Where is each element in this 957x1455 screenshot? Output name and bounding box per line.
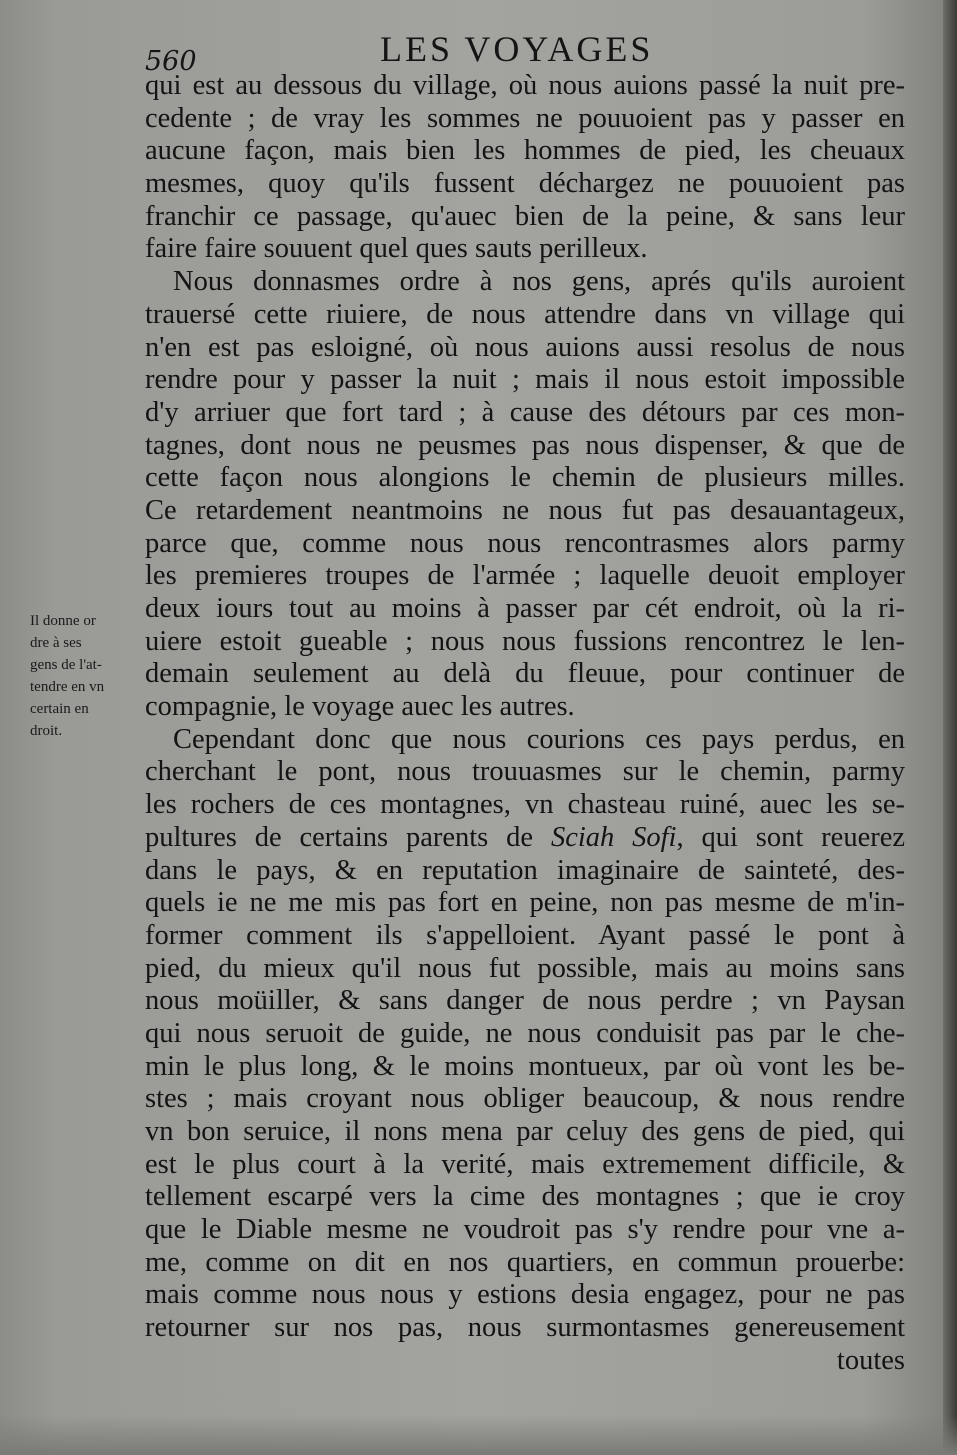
text-line: les rochers de ces montagnes, vn chasteau ruiné, auec les se- bbox=[145, 789, 905, 821]
body-text bbox=[145, 70, 905, 1378]
text-line: stes ; mais croyant nous obliger beaucoup, & nous rendre bbox=[145, 1083, 905, 1115]
text-line-start: pultures de certains parents de bbox=[145, 821, 551, 853]
text-line: tagnes, dont nous ne peusmes pas nous dispenser, & que de bbox=[145, 429, 905, 461]
text-line: tellement escarpé vers la cime des montagnes ; que ie croy bbox=[145, 1181, 905, 1213]
text-line: rendre pour y passer la nuit ; mais il nous estoit impossible bbox=[145, 364, 905, 396]
text-line-with-name bbox=[145, 822, 905, 855]
text-line: trauersé cette riuiere, de nous attendre dans vn village qui bbox=[145, 298, 905, 330]
text-line: cette façon nous alongions le chemin de plusieurs milles. bbox=[145, 462, 905, 494]
italic-proper-name: Sciah Sofi bbox=[550, 821, 677, 853]
text-line: former comment ils s'appelloient. Ayant passé le pont à bbox=[145, 919, 905, 951]
text-line: est le plus court à la verité, mais extremement difficile, & bbox=[145, 1148, 905, 1180]
text-line: aucune façon, mais bien les hommes de pied, les cheuaux bbox=[145, 135, 905, 167]
text-line: faire faire souuent quel ques sauts perilleux. bbox=[145, 233, 648, 265]
text-line: les premieres troupes de l'armée ; laquelle deuoit employer bbox=[145, 560, 905, 592]
page-number: 560 bbox=[145, 46, 197, 77]
margin-note bbox=[30, 610, 142, 742]
page-edge-shadow bbox=[943, 0, 957, 1455]
text-line: cedente ; de vray les sommes ne pouuoient pas y passer en bbox=[145, 102, 905, 134]
margin-note-line: Il donne or bbox=[30, 613, 96, 629]
text-line: me, comme on dit en nos quartiers, en commun prouerbe: bbox=[145, 1246, 905, 1278]
text-line: Cependant donc que nous courions ces pays perdus, en bbox=[173, 723, 905, 755]
text-line: mais comme nous nous y estions desia engagez, pour ne pas bbox=[145, 1279, 905, 1311]
text-line: Ce retardement neantmoins ne nous fut pas desauantageux, bbox=[145, 494, 905, 526]
text-line: compagnie, le voyage auec les autres. bbox=[145, 691, 575, 723]
margin-note-line: droit. bbox=[30, 723, 63, 739]
text-line: mesmes, quoy qu'ils fussent déchargez ne pouuoient pas bbox=[145, 168, 905, 200]
text-line: dans le pays, & en reputation imaginaire de sainteté, des- bbox=[145, 854, 905, 886]
text-line: parce que, comme nous nous rencontrasmes alors parmy bbox=[145, 527, 905, 559]
text-line: d'y arriuer que fort tard ; à cause des détours par ces mon- bbox=[145, 396, 905, 428]
text-line: demain seulement au delà du fleuue, pour continuer de bbox=[145, 658, 905, 690]
margin-note-line: gens de l'at- bbox=[30, 657, 102, 673]
margin-note-line: dre à ses bbox=[30, 635, 82, 651]
text-line: Nous donnasmes ordre à nos gens, aprés qu'ils auroient bbox=[173, 266, 905, 298]
text-line: franchir ce passage, qu'auec bien de la peine, & sans leur bbox=[145, 200, 905, 232]
text-line: uiere estoit gueable ; nous nous fussions rencontrez le len- bbox=[145, 625, 905, 657]
text-line: vn bon seruice, il nons mena par celuy des gens de pied, qui bbox=[145, 1116, 905, 1147]
text-line: deux iours tout au moins à passer par cét endroit, où la ri- bbox=[145, 593, 905, 624]
text-line: cherchant le pont, nous trouuasmes sur le chemin, parmy bbox=[145, 756, 905, 788]
margin-note-line: certain en bbox=[30, 701, 89, 717]
text-line: n'en est pas esloigné, où nous auions aussi resolus de nous bbox=[145, 331, 905, 363]
running-title: LES VOYAGES bbox=[380, 29, 654, 69]
text-line: qui est au dessous du village, où nous auions passé la nuit pre- bbox=[145, 70, 905, 101]
page-bottom-shadow bbox=[0, 1415, 957, 1455]
text-line: min le plus long, & le moins montueux, par où vont les be- bbox=[145, 1050, 905, 1082]
page-header bbox=[145, 28, 905, 77]
catchword: toutes bbox=[836, 1344, 905, 1376]
text-line: nous moüiller, & sans danger de nous perdre ; vn Paysan bbox=[145, 985, 905, 1017]
text-line: quels ie ne me mis pas fort en peine, non pas mesme de m'in- bbox=[145, 887, 905, 919]
text-line-end: , qui sont reuerez bbox=[676, 821, 906, 853]
text-line: retourner sur nos pas, nous surmontasmes genereusement bbox=[145, 1312, 905, 1344]
text-line: que le Diable mesme ne voudroit pas s'y rendre pour vne a- bbox=[145, 1214, 905, 1246]
margin-note-line: tendre en vn bbox=[30, 679, 105, 695]
text-line: qui nous seruoit de guide, ne nous conduisit pas par le che- bbox=[145, 1017, 905, 1049]
text-line: pied, du mieux qu'il nous fut possible, mais au moins sans bbox=[145, 952, 905, 984]
